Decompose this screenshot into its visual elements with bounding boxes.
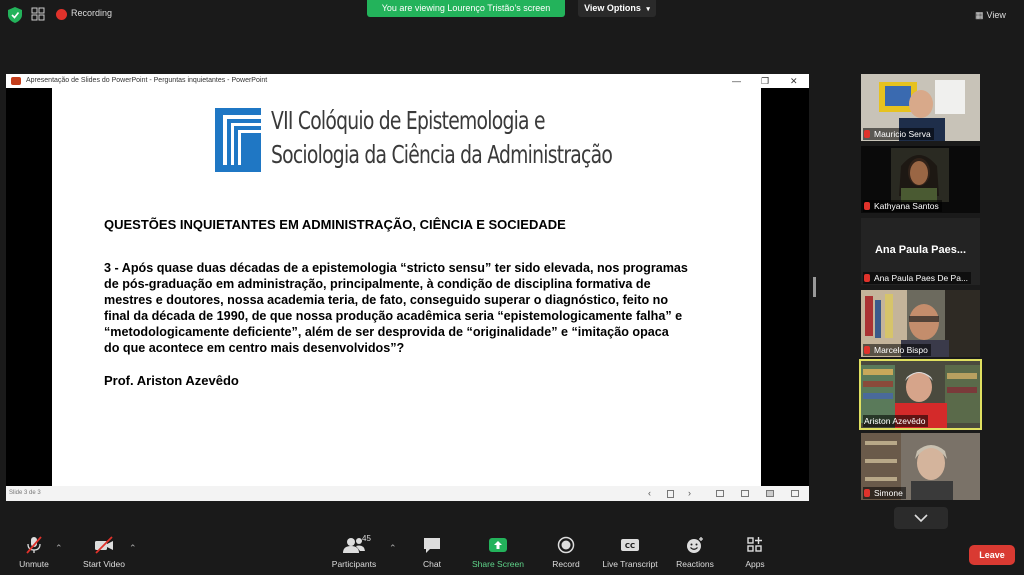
ppt-status-bar: [6, 486, 809, 501]
slide-counter: Slide 3 de 3: [9, 490, 41, 496]
minimize-icon[interactable]: —: [732, 76, 741, 86]
view-options-label: View Options: [584, 3, 641, 13]
viewing-banner: You are viewing Lourenço Tristão’s screen: [367, 0, 565, 17]
conference-logo: [215, 108, 261, 172]
participants-button[interactable]: [326, 536, 382, 569]
participant-tile[interactable]: [861, 433, 980, 500]
slideshow-icon[interactable]: [791, 490, 799, 497]
slide-menu-icon[interactable]: [667, 490, 674, 498]
reactions-icon: [685, 536, 705, 554]
more-participants-button[interactable]: [894, 507, 948, 529]
participant-name: Ana Paula Paes De Pa...: [874, 273, 969, 283]
grid-icon[interactable]: [31, 7, 45, 21]
participant-name: Simone: [874, 488, 903, 498]
record-button[interactable]: [546, 536, 586, 569]
participant-tile[interactable]: [861, 146, 980, 213]
mic-muted-icon: [864, 489, 870, 497]
ppt-title-bar: [6, 74, 809, 88]
participant-name: Mauricio Serva: [874, 129, 931, 139]
ppt-window-title: Apresentação de Slides do PowerPoint - Perguntas inquietantes - PowerPoint: [26, 77, 268, 84]
participants-icon-wrap: [334, 536, 374, 554]
record-icon: [557, 536, 575, 554]
slide-body: 3 - Após quase duas décadas de a epistemologia “stricto sensu” ter sido elevada, nos programas de pós-graduação em administração, principalmente, à condição de disciplina formativa de mestres e doutores, nossa academia teria, de fato, conseguido superar o diagnóstico, feito no final da década de 1990, de que nossa produção acadêmica seria “epistemologicamente falha” e “metodologicamente deficiente”, além de ser desprovida de “originalidade” e “imitação opaca do que acontece em centro mais desenvolvidos”?: [104, 261, 688, 355]
video-off-icon: [94, 536, 114, 554]
reactions-button[interactable]: [672, 536, 718, 569]
apps-icon: [746, 536, 764, 554]
audio-options-caret-icon[interactable]: ⌃: [55, 543, 63, 553]
video-options-caret-icon[interactable]: ⌃: [129, 543, 137, 553]
grid-view-icon: ▦: [975, 10, 984, 20]
slide-sorter-icon[interactable]: [741, 490, 749, 497]
next-slide-icon[interactable]: ›: [688, 488, 691, 498]
chat-button[interactable]: [414, 536, 450, 569]
share-screen-label: Share Screen: [472, 559, 524, 569]
participant-display-name: Ana Paula Paes...: [874, 244, 967, 256]
live-transcript-label: Live Transcript: [602, 559, 658, 569]
chevron-down-icon: [894, 507, 948, 529]
view-button[interactable]: [975, 6, 1006, 24]
mic-muted-icon: [864, 274, 870, 282]
participants-label: Participants: [331, 559, 377, 569]
svg-text:CC: CC: [624, 542, 636, 550]
mic-muted-icon: [864, 130, 870, 138]
participant-name: Kathyana Santos: [874, 201, 939, 211]
recording-label: Recording: [71, 8, 113, 18]
participants-caret-icon[interactable]: ⌃: [389, 543, 397, 553]
prev-slide-icon[interactable]: ‹: [648, 488, 651, 498]
live-transcript-button[interactable]: [598, 536, 662, 569]
view-options-button[interactable]: [578, 0, 656, 17]
start-video-button[interactable]: [78, 536, 130, 569]
normal-view-icon[interactable]: [716, 490, 724, 497]
unmute-button[interactable]: [14, 536, 54, 569]
conference-title-line1: VII Colóquio de Epistemologia e: [271, 106, 545, 135]
participant-name: Ariston Azevêdo: [864, 416, 926, 426]
close-icon[interactable]: ✕: [790, 76, 798, 86]
slide: [52, 88, 761, 486]
participant-tile[interactable]: [861, 218, 980, 285]
slide-heading: QUESTÕES INQUIETANTES EM ADMINISTRAÇÃO, CIÊNCIA E SOCIEDADE: [104, 217, 566, 232]
mic-muted-icon: [864, 202, 870, 210]
record-label: Record: [552, 559, 580, 569]
apps-button[interactable]: [738, 536, 772, 569]
apps-label: Apps: [745, 559, 765, 569]
participants-count: 45: [362, 534, 371, 543]
top-bar: [0, 0, 1024, 30]
leave-button[interactable]: Leave: [969, 545, 1015, 565]
start-video-label: Start Video: [83, 559, 125, 569]
participant-tile-active-speaker[interactable]: [861, 361, 980, 428]
restore-icon[interactable]: ❐: [761, 76, 770, 86]
unmute-label: Unmute: [19, 559, 49, 569]
view-label: View: [986, 10, 1006, 20]
conference-title: [271, 104, 612, 172]
reactions-label: Reactions: [676, 559, 714, 569]
recording-icon: [56, 9, 67, 20]
share-screen-icon: [488, 536, 508, 554]
participant-tile[interactable]: [861, 290, 980, 357]
chat-label: Chat: [423, 559, 441, 569]
slide-author: Prof. Ariston Azevêdo: [104, 373, 239, 388]
mic-muted-icon: [864, 346, 870, 354]
closed-caption-icon: [620, 536, 640, 554]
shield-icon[interactable]: [8, 7, 22, 23]
chevron-down-icon: ▾: [646, 6, 650, 13]
reading-view-icon[interactable]: [766, 490, 774, 497]
share-screen-button[interactable]: [468, 536, 528, 569]
powerpoint-icon: [11, 77, 21, 85]
mic-muted-icon: [25, 536, 43, 554]
splitter-handle[interactable]: [813, 277, 816, 297]
conference-title-line2: Sociologia da Ciência da Administração: [271, 140, 613, 169]
chat-icon: [423, 536, 441, 554]
participant-tile[interactable]: [861, 74, 980, 141]
participant-name: Marcelo Bispo: [874, 345, 928, 355]
